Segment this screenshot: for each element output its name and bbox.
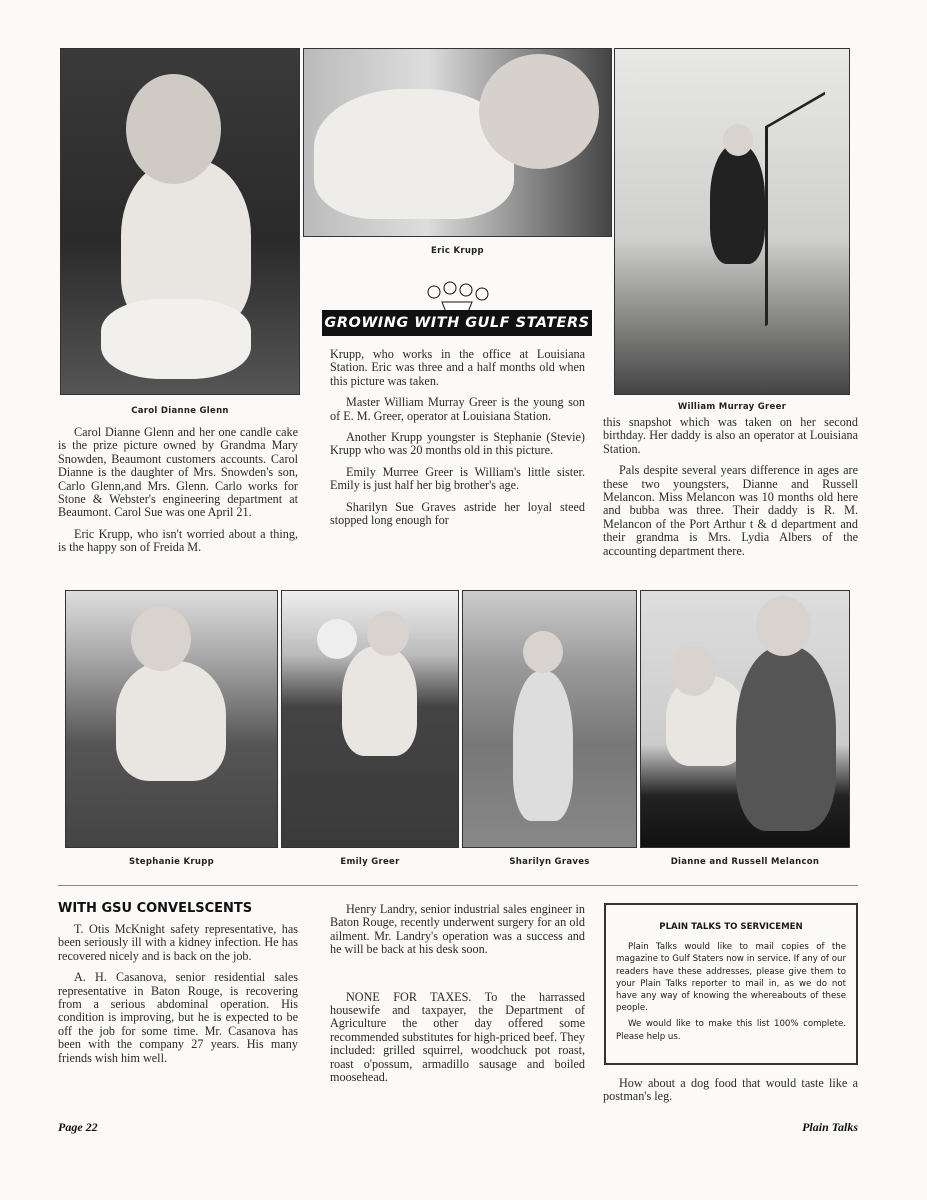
servicemen-notice-box [604, 903, 858, 1065]
caption-sharilyn-graves: Sharilyn Graves [509, 857, 590, 867]
paragraph: Krupp, who works in the office at Louisiana Station. Eric was three and a half months old when this picture was taken. [330, 347, 585, 388]
page-number: Page 22 [58, 1120, 98, 1134]
dog-food-joke [603, 1077, 858, 1112]
caption-eric-krupp: Eric Krupp [431, 246, 484, 256]
notice-title: PLAIN TALKS TO SERVICEMEN [659, 922, 803, 932]
logo-banner: GROWING WITH GULF STATERS [322, 310, 592, 336]
photo-eric-krupp [303, 48, 612, 237]
caption-emily-greer: Emily Greer [340, 857, 400, 867]
paragraph: NONE FOR TAXES. To the harrassed housewife and taxpayer, the Department of Agriculture the other day offered some recommended substitutes for high-priced beef. They included: grilled squirrel, woodchuck pot roast, roast o'possum, armadillo sausage and boiled moosehead. [330, 989, 585, 1085]
caption-william-murray-greer: William Murray Greer [677, 402, 787, 412]
paragraph: Sharilyn Sue Graves astride her loyal steed stopped long enough for [330, 499, 585, 528]
paragraph: Henry Landry, senior industrial sales engineer in Baton Rouge, recently underwent surgery for an old ailment. Mr. Landry's operation was a success and he will be back at his desk soon. [330, 902, 585, 957]
photo-william-murray-greer [614, 48, 850, 395]
photo-stephanie-krupp [65, 590, 278, 848]
column-middle-top [330, 348, 585, 535]
caption-dianne-and-russell-melancon: Dianne and Russell Melancon [670, 857, 820, 867]
column-right-top [603, 416, 858, 566]
growing-with-gulf-staters-logo [322, 280, 592, 338]
paragraph: A. H. Casanova, senior residential sales representative in Baton Rouge, is recovering from a serious abdominal operation. His condition is improving, but he is expected to be off the job for some time. Mr. Casanova has been with the company 27 years. His many friends wish him well. [58, 970, 298, 1065]
paragraph: Carol Dianne Glenn and her one candle cake is the prize picture owned by Grandma Mary Snowden, Beaumont customers accounts. Carol Dianne is the daughter of Mrs. Snowden's son, Carlo Glenn,and Mrs. Glenn. Carlo works for Stone & Webster's engineering department at Beaumont. Carol Sue was one April 21. [58, 425, 298, 520]
column-left-top [58, 426, 298, 563]
magazine-name: Plain Talks [802, 1120, 858, 1134]
caption-carol-dianne-glenn: Carol Dianne Glenn [131, 406, 229, 416]
section-divider [58, 885, 858, 886]
section-heading: WITH GSU CONVELSCENTS [58, 901, 253, 916]
column-left-bottom [58, 923, 298, 1073]
column-middle-bottom [330, 903, 585, 1092]
paragraph: Pals despite several years difference in ages are these two youngsters, Dianne and Russell Melancon. Miss Melancon was 10 months old here and bubba was three. Their daddy is R. M. Melancon of the Port Arthur t & d department and their grandma is Mrs. Lydia Albers of the accounting department there. [603, 463, 858, 558]
notice-paragraph: Plain Talks would like to mail copies of the magazine to Gulf Staters now in service. If any of our readers have these addresses, please give them to your Plain Talks reporter to mail in, as we do not have any way of knowing the whereabouts of these people. [616, 942, 846, 1014]
notice-paragraph: We would like to make this list 100% complete. Please help us. [616, 1019, 846, 1042]
paragraph: Master William Murray Greer is the young son of E. M. Greer, operator at Louisiana Station. [330, 395, 585, 423]
photo-dianne-and-russell-melancon [640, 590, 850, 848]
paragraph: Eric Krupp, who isn't worried about a thing, is the happy son of Freida M. [58, 526, 298, 555]
paragraph: How about a dog food that would taste like a postman's leg. [603, 1076, 858, 1104]
photo-carol-dianne-glenn [60, 48, 300, 395]
photo-emily-greer [281, 590, 459, 848]
photo-sharilyn-graves [462, 590, 637, 848]
flower-pot-icon [322, 280, 592, 312]
paragraph: T. Otis McKnight safety representative, has been seriously ill with a kidney infection. He has recovered nicely and is back on the job. [58, 922, 298, 963]
caption-stephanie-krupp: Stephanie Krupp [128, 857, 214, 867]
paragraph: Another Krupp youngster is Stephanie (Stevie) Krupp who was 20 months old in this picture. [330, 430, 585, 458]
paragraph: this snapshot which was taken on her second birthday. Her daddy is also an operator at Louisiana Station. [603, 415, 858, 456]
paragraph: Emily Murree Greer is William's little sister. Emily is just half her big brother's age. [330, 464, 585, 493]
